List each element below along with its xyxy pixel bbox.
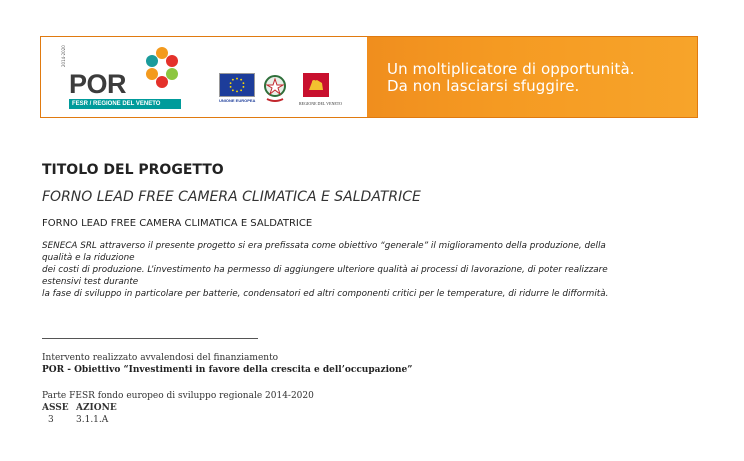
- tagline-line-1: Un moltiplicatore di opportunità.: [387, 60, 635, 78]
- description-line: SENECA SRL attraverso il presente progetto si era prefissata come obiettivo “generale” il miglioramento della produzione, della: [42, 241, 606, 251]
- banner-logos: [41, 37, 367, 117]
- asse-header: ASSE: [42, 403, 69, 413]
- banner-tagline: [387, 61, 635, 95]
- funding-fund: Parte FESR fondo europeo di sviluppo regionale 2014-2020: [42, 391, 314, 401]
- veneto-label: REGIONE DEL VENETO: [299, 101, 343, 106]
- funding-objective: POR - Obiettivo “Investimenti in favore della crescita e dell’occupazione”: [42, 365, 413, 375]
- banner-tagline-area: [367, 37, 697, 117]
- veneto-lion-icon: [303, 73, 329, 97]
- asse-value: 3: [48, 415, 54, 425]
- divider: [42, 338, 258, 339]
- project-description: [42, 240, 714, 300]
- eu-flag-icon: [219, 73, 255, 97]
- description-line: qualità e la riduzione: [42, 253, 135, 263]
- azione-header: AZIONE: [76, 403, 117, 413]
- por-banner: [40, 36, 698, 118]
- azione-value: 3.1.1.A: [76, 415, 109, 425]
- asse-azione-table: [42, 402, 412, 426]
- description-line: la fase di sviluppo in particolare per batterie, condensatori ed altri componenti critici per le temperature, di ridurre le difformità.: [42, 289, 609, 299]
- tagline-line-2: Da non lasciarsi sfuggire.: [387, 77, 580, 95]
- description-line: dei costi di produzione. L’investimento ha permesso di aggiungere ulteriore qualità ai processi di lavorazione, di poter realizzare: [42, 265, 608, 275]
- por-subtitle: FESR / REGIONE DEL VENETO: [69, 99, 181, 109]
- funding-footer: [42, 352, 412, 426]
- por-wordmark: POR: [69, 69, 127, 99]
- project-heading: TITOLO DEL PROGETTO: [42, 162, 224, 178]
- por-logo-icon: [141, 43, 183, 93]
- eu-label: UNIONE EUROPEA: [219, 98, 256, 103]
- funding-intro: Intervento realizzato avvalendosi del finanziamento: [42, 353, 279, 363]
- project-title-plain: FORNO LEAD FREE CAMERA CLIMATICA E SALDATRICE: [42, 218, 313, 229]
- description-line: estensivi test durante: [42, 277, 139, 287]
- italian-emblem-icon: [263, 73, 287, 103]
- project-title-italic: FORNO LEAD FREE CAMERA CLIMATICA E SALDATRICE: [42, 189, 421, 205]
- por-years: 2014-2020: [61, 45, 66, 67]
